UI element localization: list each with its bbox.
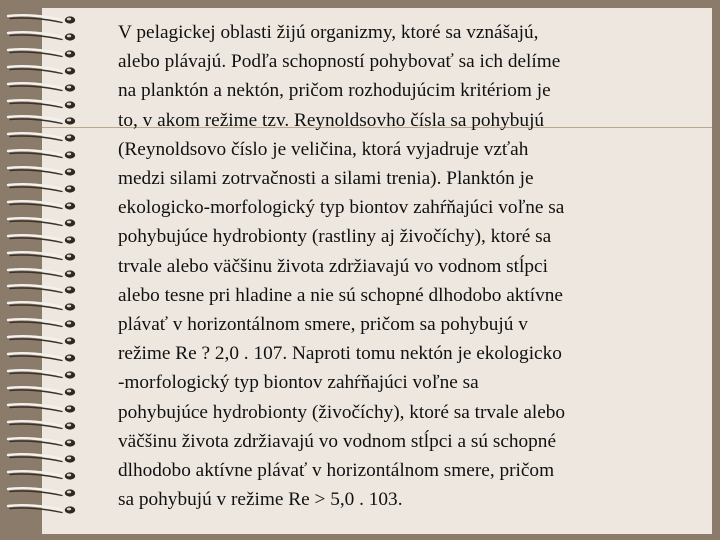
binding-ring-icon — [6, 132, 78, 142]
binding-ring-icon — [6, 115, 78, 125]
binding-ring-icon — [6, 504, 78, 514]
binding-ring-icon — [6, 183, 78, 193]
binding-ring-icon — [6, 48, 78, 58]
binding-ring-icon — [6, 369, 78, 379]
spiral-binding-icon — [6, 14, 78, 514]
binding-ring-icon — [6, 301, 78, 311]
binding-ring-icon — [6, 352, 78, 362]
binding-ring-icon — [6, 386, 78, 396]
binding-ring-icon — [6, 487, 78, 497]
binding-ring-icon — [6, 217, 78, 227]
binding-ring-icon — [6, 31, 78, 41]
binding-ring-icon — [6, 453, 78, 463]
binding-ring-icon — [6, 403, 78, 413]
binding-ring-icon — [6, 335, 78, 345]
binding-ring-icon — [6, 14, 78, 24]
binding-ring-icon — [6, 234, 78, 244]
binding-ring-icon — [6, 149, 78, 159]
binding-ring-icon — [6, 82, 78, 92]
binding-ring-icon — [6, 318, 78, 328]
binding-ring-icon — [6, 251, 78, 261]
binding-ring-icon — [6, 420, 78, 430]
binding-ring-icon — [6, 99, 78, 109]
binding-ring-icon — [6, 65, 78, 75]
binding-ring-icon — [6, 470, 78, 480]
binding-ring-icon — [6, 284, 78, 294]
binding-ring-icon — [6, 268, 78, 278]
binding-ring-icon — [6, 437, 78, 447]
binding-ring-icon — [6, 166, 78, 176]
body-text: V pelagickej oblasti žijú organizmy, ktoré sa vznášajú, alebo plávajú. Podľa schopností pohybovať sa ich delíme na planktón a nektón, pričom rozhodujúcim kritériom je to, v akom režime tzv. Reynoldsovho čísla sa pohybujú (Reynoldsovo číslo je veličina, ktorá vyjadruje vzťah medzi silami zotrvačnosti a silami trenia). Planktón je ekologicko-morfologický typ biontov zahŕňajúci voľne sa pohybujúce hydrobionty (rastliny aj živočíchy), ktoré sa trvale alebo väčšinu života zdržiavajú vo vodnom stĺpci alebo tesne pri hladine a nie sú schopné dlhodobo aktívne plávať v horizontálnom smere, pričom sa pohybujú v režime Re ? 2,0 . 107. Naproti tomu nektón je ekologicko -morfologický typ biontov zahŕňajúci voľne sa pohybujúce hydrobionty (živočíchy), ktoré sa trvale alebo väčšinu života zdržiavajú vo vodnom stĺpci a sú schopné dlhodobo aktívne plávať v horizontálnom smere, pričom sa pohybujú v režime Re > 5,0 . 103. — [118, 22, 566, 511]
binding-ring-icon — [6, 200, 78, 210]
